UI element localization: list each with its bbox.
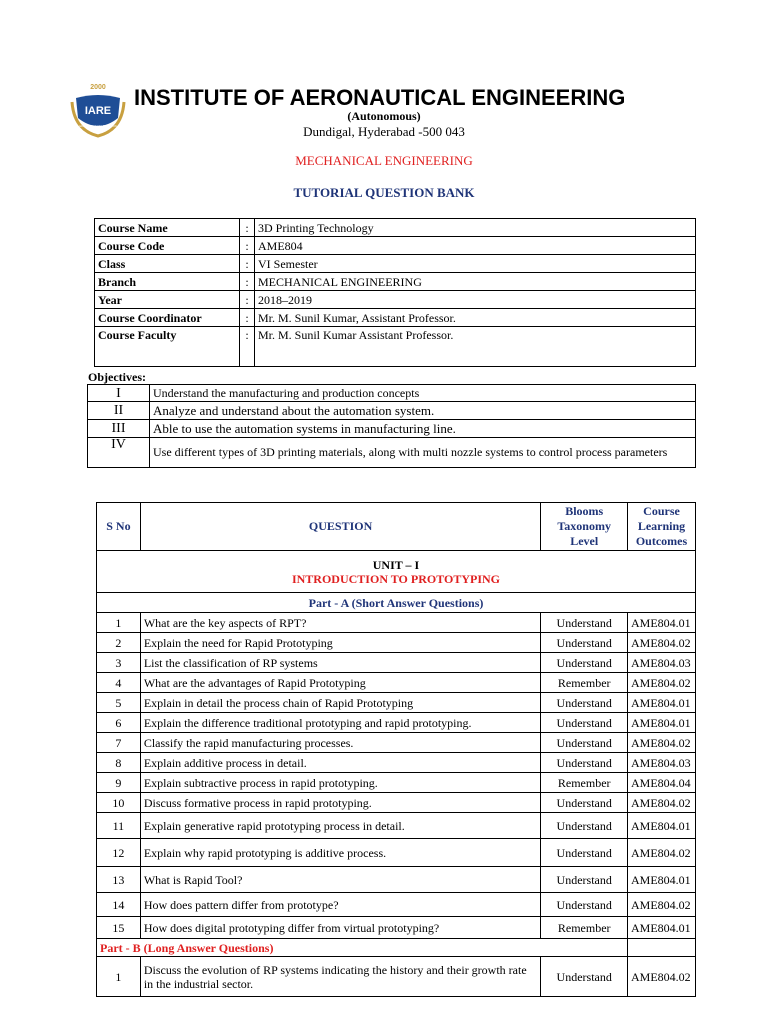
info-value: VI Semester bbox=[255, 255, 696, 273]
objective-row bbox=[88, 420, 696, 438]
info-key: Course Code bbox=[95, 237, 240, 255]
unit-name: INTRODUCTION TO PROTOTYPING bbox=[291, 571, 501, 586]
objective-number: II bbox=[88, 402, 150, 420]
question-number: 15 bbox=[97, 917, 141, 939]
blooms-level: Understand bbox=[541, 753, 628, 773]
question-number: 10 bbox=[97, 793, 141, 813]
question-row bbox=[97, 839, 696, 867]
question-text: Explain why rapid prototyping is additive process. bbox=[140, 839, 541, 867]
logo-motto: EDUCATION FOR LIBERATION bbox=[79, 125, 117, 128]
blooms-level: Understand bbox=[541, 733, 628, 753]
course-outcome: AME804.01 bbox=[628, 813, 696, 839]
question-row bbox=[97, 917, 696, 939]
institute-address: Dundigal, Hyderabad -500 043 bbox=[303, 124, 465, 139]
info-key: Course Coordinator bbox=[95, 309, 240, 327]
info-colon: : bbox=[240, 255, 255, 273]
header-question: QUESTION bbox=[140, 503, 541, 551]
course-outcome: AME804.02 bbox=[628, 839, 696, 867]
course-info-row bbox=[95, 273, 696, 291]
question-text: List the classification of RP systems bbox=[140, 653, 541, 673]
course-outcome: AME804.02 bbox=[628, 733, 696, 753]
question-number: 7 bbox=[97, 733, 141, 753]
header-sno: S No bbox=[97, 503, 141, 551]
objective-row bbox=[88, 438, 696, 468]
info-value: Mr. M. Sunil Kumar, Assistant Professor. bbox=[255, 309, 696, 327]
blooms-level: Understand bbox=[541, 613, 628, 633]
course-info-row bbox=[95, 237, 696, 255]
question-row bbox=[97, 867, 696, 893]
question-text: What are the key aspects of RPT? bbox=[140, 613, 541, 633]
course-outcome: AME804.03 bbox=[628, 653, 696, 673]
question-row bbox=[97, 753, 696, 773]
blooms-level: Understand bbox=[541, 893, 628, 917]
info-value: 2018–2019 bbox=[255, 291, 696, 309]
unit-row bbox=[97, 551, 696, 593]
logo-year: 2000 bbox=[90, 84, 106, 91]
question-number: 12 bbox=[97, 839, 141, 867]
part-a-heading: Part - A (Short Answer Questions) bbox=[97, 593, 696, 613]
blooms-level: Remember bbox=[541, 917, 628, 939]
question-text: Explain generative rapid prototyping process in detail. bbox=[140, 813, 541, 839]
course-outcome: AME804.01 bbox=[628, 713, 696, 733]
info-key: Branch bbox=[95, 273, 240, 291]
part-b-heading: Part - B (Long Answer Questions) bbox=[97, 939, 541, 957]
question-number: 1 bbox=[97, 957, 141, 997]
course-outcome: AME804.03 bbox=[628, 753, 696, 773]
document-type: TUTORIAL QUESTION BANK bbox=[293, 185, 475, 200]
question-number: 5 bbox=[97, 693, 141, 713]
objectives-label: Objectives: bbox=[88, 370, 146, 384]
blooms-level: Understand bbox=[541, 693, 628, 713]
question-text: Discuss the evolution of RP systems indicating the history and their growth rate in the industrial sector. bbox=[140, 957, 541, 997]
info-value: AME804 bbox=[255, 237, 696, 255]
question-row bbox=[97, 653, 696, 673]
info-colon: : bbox=[240, 291, 255, 309]
info-colon: : bbox=[240, 219, 255, 237]
info-colon: : bbox=[240, 309, 255, 327]
question-row bbox=[97, 773, 696, 793]
blooms-level: Remember bbox=[541, 673, 628, 693]
course-outcome: AME804.01 bbox=[628, 917, 696, 939]
question-table bbox=[96, 502, 696, 997]
course-outcome: AME804.02 bbox=[628, 633, 696, 653]
question-text: How does digital prototyping differ from virtual prototyping? bbox=[140, 917, 541, 939]
course-outcome: AME804.02 bbox=[628, 673, 696, 693]
info-value: MECHANICAL ENGINEERING bbox=[255, 273, 696, 291]
objective-number: I bbox=[88, 385, 150, 402]
course-info-row bbox=[95, 291, 696, 309]
question-number: 9 bbox=[97, 773, 141, 793]
blooms-level: Understand bbox=[541, 957, 628, 997]
info-value: 3D Printing Technology bbox=[255, 219, 696, 237]
info-value: Mr. M. Sunil Kumar Assistant Professor. bbox=[255, 327, 696, 367]
course-outcome: AME804.01 bbox=[628, 613, 696, 633]
objective-text: Use different types of 3D printing materials, along with multi nozzle systems to control process parameters bbox=[150, 438, 696, 468]
question-row bbox=[97, 633, 696, 653]
info-key: Course Faculty bbox=[95, 327, 240, 367]
info-colon: : bbox=[240, 273, 255, 291]
course-outcome: AME804.01 bbox=[628, 693, 696, 713]
objective-row bbox=[88, 385, 696, 402]
part-a-body bbox=[97, 613, 696, 939]
course-outcome: AME804.02 bbox=[628, 793, 696, 813]
question-number: 14 bbox=[97, 893, 141, 917]
course-info-row bbox=[95, 219, 696, 237]
info-key: Course Name bbox=[95, 219, 240, 237]
objective-number: IV bbox=[88, 438, 150, 468]
course-info-table bbox=[94, 218, 696, 367]
question-number: 6 bbox=[97, 713, 141, 733]
info-colon: : bbox=[240, 327, 255, 367]
course-info-row bbox=[95, 327, 696, 367]
logo-text: IARE bbox=[84, 105, 112, 117]
objective-text: Analyze and understand about the automation system. bbox=[150, 402, 696, 420]
course-info-row bbox=[95, 255, 696, 273]
question-row bbox=[97, 893, 696, 917]
blooms-level: Understand bbox=[541, 839, 628, 867]
question-row bbox=[97, 613, 696, 633]
course-outcome: AME804.02 bbox=[628, 893, 696, 917]
blooms-level: Understand bbox=[541, 813, 628, 839]
institute-title: INSTITUTE OF AERONAUTICAL ENGINEERING bbox=[134, 85, 626, 110]
question-number: 4 bbox=[97, 673, 141, 693]
header-outcomes: Course Learning Outcomes bbox=[628, 503, 696, 551]
question-number: 3 bbox=[97, 653, 141, 673]
blooms-level: Understand bbox=[541, 867, 628, 893]
question-number: 13 bbox=[97, 867, 141, 893]
course-outcome: AME804.02 bbox=[628, 957, 696, 997]
question-row bbox=[97, 793, 696, 813]
blooms-level: Remember bbox=[541, 773, 628, 793]
question-text: How does pattern differ from prototype? bbox=[140, 893, 541, 917]
blooms-level: Understand bbox=[541, 793, 628, 813]
objectives-table bbox=[87, 384, 696, 468]
question-number: 11 bbox=[97, 813, 141, 839]
question-text: Classify the rapid manufacturing processes. bbox=[140, 733, 541, 753]
question-text: Explain additive process in detail. bbox=[140, 753, 541, 773]
question-text: What is Rapid Tool? bbox=[140, 867, 541, 893]
question-number: 8 bbox=[97, 753, 141, 773]
question-table-header bbox=[97, 503, 696, 551]
question-text: Explain in detail the process chain of Rapid Prototyping bbox=[140, 693, 541, 713]
part-a-row bbox=[97, 593, 696, 613]
blooms-level: Understand bbox=[541, 713, 628, 733]
question-row bbox=[97, 693, 696, 713]
blooms-level: Understand bbox=[541, 653, 628, 673]
objective-text: Able to use the automation systems in manufacturing line. bbox=[150, 420, 696, 438]
department-title: MECHANICAL ENGINEERING bbox=[295, 153, 473, 168]
institute-subtitle: (Autonomous) bbox=[347, 109, 421, 123]
question-text: What are the advantages of Rapid Prototyping bbox=[140, 673, 541, 693]
question-text: Explain the difference traditional prototyping and rapid prototyping. bbox=[140, 713, 541, 733]
header-blooms: Blooms Taxonomy Level bbox=[541, 503, 628, 551]
course-outcome: AME804.01 bbox=[628, 867, 696, 893]
question-text: Discuss formative process in rapid prototyping. bbox=[140, 793, 541, 813]
objective-text: Understand the manufacturing and production concepts bbox=[150, 385, 696, 402]
course-outcome: AME804.04 bbox=[628, 773, 696, 793]
question-row bbox=[97, 733, 696, 753]
part-b-row bbox=[97, 939, 696, 957]
info-key: Class bbox=[95, 255, 240, 273]
question-row bbox=[97, 673, 696, 693]
objective-row bbox=[88, 402, 696, 420]
question-text: Explain the need for Rapid Prototyping bbox=[140, 633, 541, 653]
question-row bbox=[97, 713, 696, 733]
course-info-row bbox=[95, 309, 696, 327]
blooms-level: Understand bbox=[541, 633, 628, 653]
info-key: Year bbox=[95, 291, 240, 309]
question-row bbox=[97, 813, 696, 839]
unit-title: UNIT – I bbox=[372, 557, 420, 572]
question-number: 1 bbox=[97, 613, 141, 633]
question-number: 2 bbox=[97, 633, 141, 653]
question-text: Explain subtractive process in rapid prototyping. bbox=[140, 773, 541, 793]
question-row bbox=[97, 957, 696, 997]
objective-number: III bbox=[88, 420, 150, 438]
info-colon: : bbox=[240, 237, 255, 255]
part-b-body bbox=[97, 957, 696, 997]
